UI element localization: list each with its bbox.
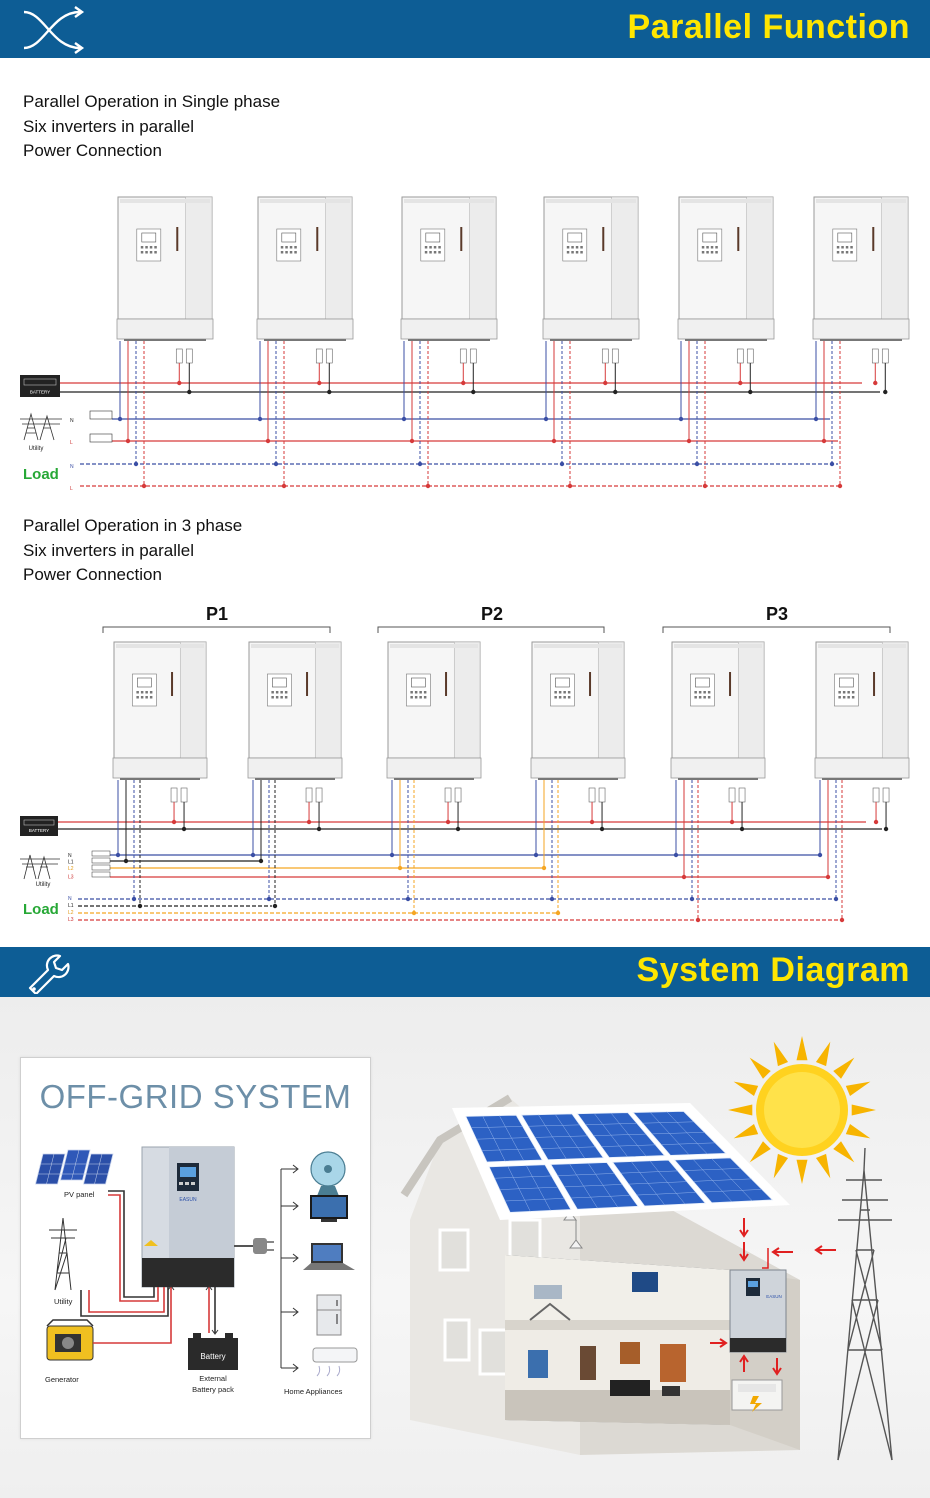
three-phase-line-3: Power Connection — [23, 565, 162, 584]
group-label-p1: P1 — [205, 604, 229, 624]
sun-ray — [734, 1124, 759, 1138]
off-grid-card — [20, 1057, 371, 1439]
inverter-display — [833, 229, 857, 261]
load-wire-label-l2: L2 — [68, 910, 74, 916]
inverter-unit-2 — [257, 197, 353, 363]
sun-ray — [816, 1042, 830, 1067]
three-phase-diagram — [0, 595, 930, 935]
load-wire-label-n: N — [70, 464, 74, 470]
single-phase-inverters — [117, 197, 909, 363]
inverter-unit-5 — [671, 642, 765, 802]
inverter-display — [406, 674, 430, 706]
utility-tower-icon — [20, 414, 62, 440]
sun-ray — [852, 1105, 876, 1116]
inverter-display — [834, 674, 858, 706]
off-grid-title: OFF-GRID SYSTEM — [39, 1078, 352, 1115]
off-grid-diagram — [21, 1058, 370, 1438]
sun-ray — [728, 1105, 752, 1116]
sun-ray — [833, 1141, 854, 1162]
group-label-p3: P3 — [765, 604, 789, 624]
load-wire-label-l: L — [70, 486, 73, 492]
single-phase-diagram — [0, 170, 930, 510]
house-inverter-brand: EASUN — [766, 1294, 782, 1299]
battery-icon — [20, 816, 58, 836]
load-wire-label-l3: L3 — [68, 917, 74, 923]
three-phase-line-1: Parallel Operation in 3 phase — [23, 516, 243, 535]
battery-box-icon — [188, 1333, 238, 1370]
sun-ray — [816, 1154, 830, 1179]
house-illustration — [370, 1020, 930, 1490]
inverter-display — [421, 229, 445, 261]
single-phase-line-3: Power Connection — [23, 141, 162, 160]
group-bracket-p3 — [663, 627, 890, 633]
load-wire-label-n: N — [68, 896, 72, 902]
single-phase-intro — [23, 90, 280, 164]
wire-label-l1: L1 — [68, 859, 74, 866]
wire-label-l3: L3 — [68, 874, 74, 881]
three-phase-inverters — [113, 642, 909, 802]
load-wire-label-l1: L1 — [68, 903, 74, 909]
sun-ray — [774, 1154, 788, 1179]
system-diagram-title: System Diagram — [636, 951, 910, 989]
inverter-brand: EASUN — [179, 1197, 197, 1203]
system-diagram-banner — [0, 947, 930, 997]
transmission-tower-icon — [838, 1148, 892, 1460]
battery-label: BATTERY — [29, 389, 51, 395]
wire-label-l: L — [70, 440, 73, 446]
utility-breakers — [90, 411, 112, 442]
wire-label-l2: L2 — [68, 866, 74, 872]
battery-box-label: Battery — [200, 1352, 226, 1361]
single-phase-line-1: Parallel Operation in Single phase — [23, 92, 281, 111]
inverter-unit-4 — [531, 642, 625, 802]
inverter-unit-6 — [813, 197, 909, 363]
inverter-unit-3 — [387, 642, 481, 802]
single-phase-line-2: Six inverters in parallel — [23, 116, 195, 136]
utility-label: Utility — [28, 446, 44, 452]
plug-icon — [234, 1238, 274, 1254]
fridge-icon — [317, 1295, 341, 1335]
wire-label-n: N — [68, 853, 72, 859]
inverter-display — [267, 674, 291, 706]
house-battery-icon — [732, 1380, 782, 1412]
wrench-icon — [22, 950, 72, 994]
sun-icon — [728, 1036, 876, 1184]
utility-tower-icon — [49, 1218, 77, 1290]
inverter-display — [563, 229, 587, 261]
cross-arrows-icon — [22, 6, 94, 54]
inverter-unit-6 — [815, 642, 909, 802]
inverter-unit-3 — [401, 197, 497, 363]
utility-breakers — [92, 851, 110, 877]
house-inverter-icon — [730, 1270, 786, 1352]
sun-ray — [750, 1141, 771, 1162]
three-phase-line-2: Six inverters in parallel — [23, 540, 195, 560]
inverter-unit-1 — [113, 642, 207, 802]
sun-ray — [846, 1082, 871, 1096]
inverter-display — [137, 229, 161, 261]
load-label: Load — [23, 466, 59, 483]
inverter-display — [698, 229, 722, 261]
sun-ray — [734, 1082, 759, 1096]
sun-ray — [797, 1036, 808, 1060]
battery-icon — [20, 375, 60, 397]
group-label-p2: P2 — [480, 604, 504, 624]
pv-panel-icon — [36, 1150, 114, 1184]
tv-icon — [310, 1195, 348, 1222]
utility-label: Utility — [35, 882, 51, 888]
sun-ray — [750, 1058, 771, 1079]
inverter-display — [550, 674, 574, 706]
sun-ray — [833, 1058, 854, 1079]
sun-ray — [774, 1042, 788, 1067]
laptop-icon — [303, 1243, 355, 1270]
single-phase-wiring — [60, 341, 887, 488]
parallel-function-title: Parallel Function — [627, 8, 910, 46]
three-phase-intro — [23, 514, 242, 588]
generator-label: Generator — [45, 1375, 79, 1384]
inverter-unit-2 — [248, 642, 342, 802]
group-bracket-p1 — [103, 627, 330, 633]
inverter-display — [690, 674, 714, 706]
fan-icon — [311, 1152, 345, 1196]
home-appliances-label: Home Appliances — [284, 1387, 343, 1396]
pv-panel-label: PV panel — [64, 1190, 95, 1199]
load-label: Load — [23, 901, 59, 918]
utility-tower-icon — [20, 855, 60, 879]
battery-caption-1: External — [199, 1374, 227, 1383]
inverter-display — [277, 229, 301, 261]
generator-icon — [47, 1320, 93, 1360]
inverter-display — [132, 674, 156, 706]
parallel-function-banner — [0, 0, 930, 58]
inverter-icon — [142, 1147, 234, 1287]
sun-ray — [797, 1160, 808, 1184]
battery-caption-2: Battery pack — [192, 1385, 234, 1394]
group-bracket-p2 — [378, 627, 604, 633]
sun-ray — [846, 1124, 871, 1138]
inverter-unit-4 — [543, 197, 639, 363]
appliance-bracket — [281, 1165, 298, 1372]
inverter-unit-1 — [117, 197, 213, 363]
battery-label: BATTERY — [28, 828, 50, 833]
wire-label-n: N — [70, 418, 74, 424]
inverter-unit-5 — [678, 197, 774, 363]
air-conditioner-icon — [313, 1348, 357, 1376]
utility-label: Utility — [54, 1297, 73, 1306]
